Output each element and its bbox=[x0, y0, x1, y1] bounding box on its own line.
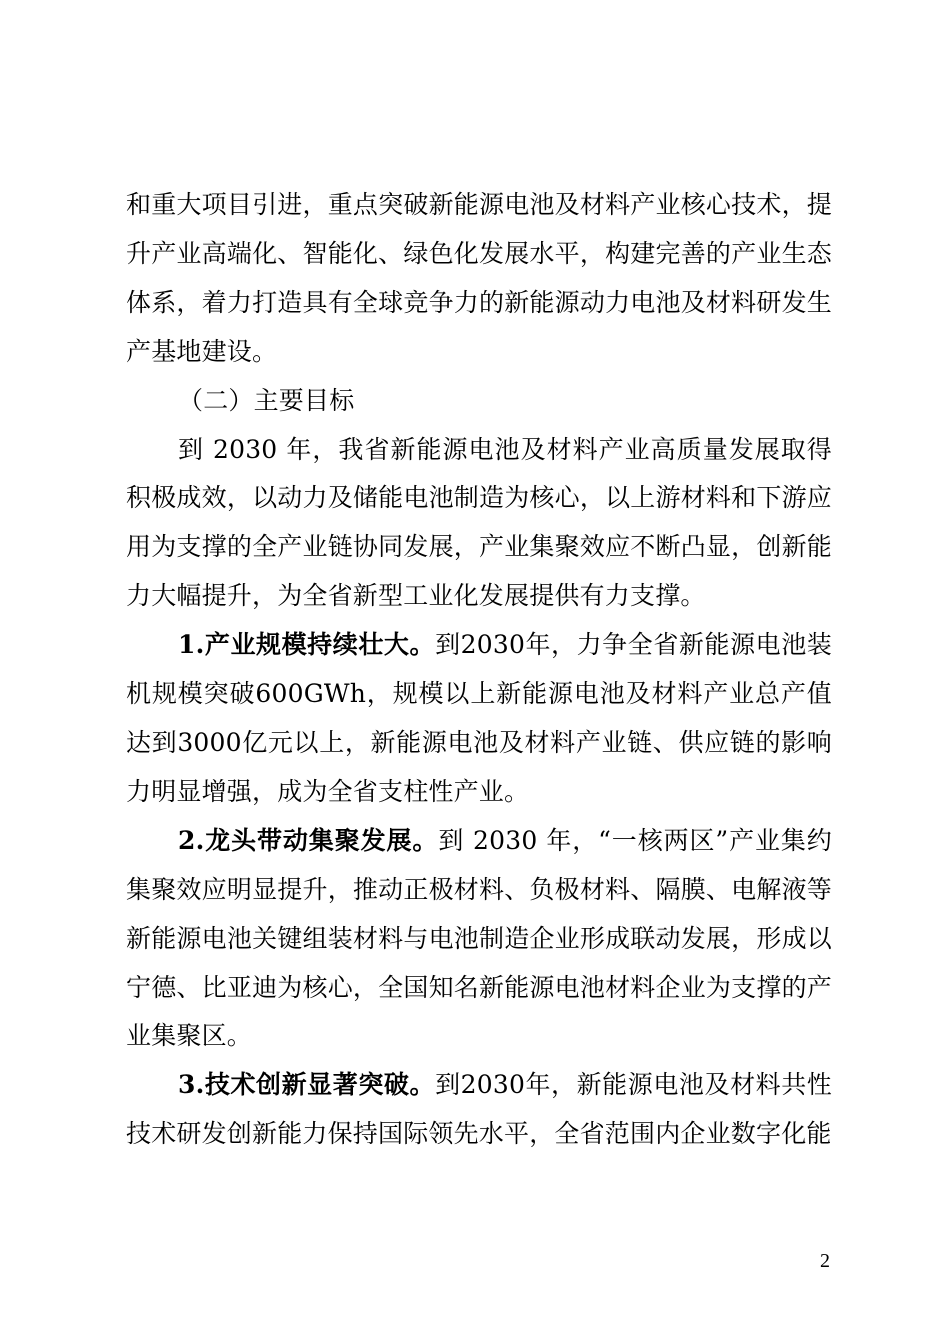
goal-item-1 bbox=[126, 621, 832, 817]
paragraph-main-goal: 到 2030 年，我省新能源电池及材料产业高质量发展取得积极成效，以动力及储能电池制造为核心，以上游材料和下游应用为支撑的全产业链协同发展，产业集聚效应不断凸显，创新能力大幅提升，为全省新型工业化发展提供有力支撑。 bbox=[126, 434, 832, 611]
goal-item-2-text: 到 2030 年，“一核两区”产业集约集聚效应明显提升，推动正极材料、负极材料、隔膜、电解液等新能源电池关键组装材料与电池制造企业形成联动发展，形成以宁德、比亚迪为核心，全国知名新能源电池材料企业为支撑的产业集聚区。 bbox=[126, 825, 832, 1051]
goal-item-3-title: 3.技术创新显著突破。 bbox=[178, 1070, 436, 1100]
paragraph-intro-continued: 和重大项目引进，重点突破新能源电池及材料产业核心技术，提升产业高端化、智能化、绿色化发展水平，构建完善的产业生态体系，着力打造具有全球竞争力的新能源动力电池及材料研发生产基地建设。 bbox=[126, 190, 832, 366]
goal-item-3 bbox=[126, 1061, 832, 1159]
goal-item-2 bbox=[126, 817, 832, 1062]
goal-item-1-title: 1.产业规模持续壮大。 bbox=[178, 630, 436, 660]
page-number: 2 bbox=[820, 1250, 830, 1272]
document-body bbox=[126, 181, 832, 1159]
goal-item-2-title: 2.龙头带动集聚发展。 bbox=[178, 825, 439, 855]
goal-item-1-text: 到2030年，力争全省新能源电池装机规模突破600GWh，规模以上新能源电池及材料产业总产值达到3000亿元以上，新能源电池及材料产业链、供应链的影响力明显增强，成为全省支柱性产业。 bbox=[126, 630, 832, 806]
goal-item-3-text: 到2030年，新能源电池及材料共性技术研发创新能力保持国际领先水平，全省范围内企业数字化能 bbox=[126, 1070, 832, 1149]
section-heading: （二）主要目标 bbox=[178, 385, 355, 415]
